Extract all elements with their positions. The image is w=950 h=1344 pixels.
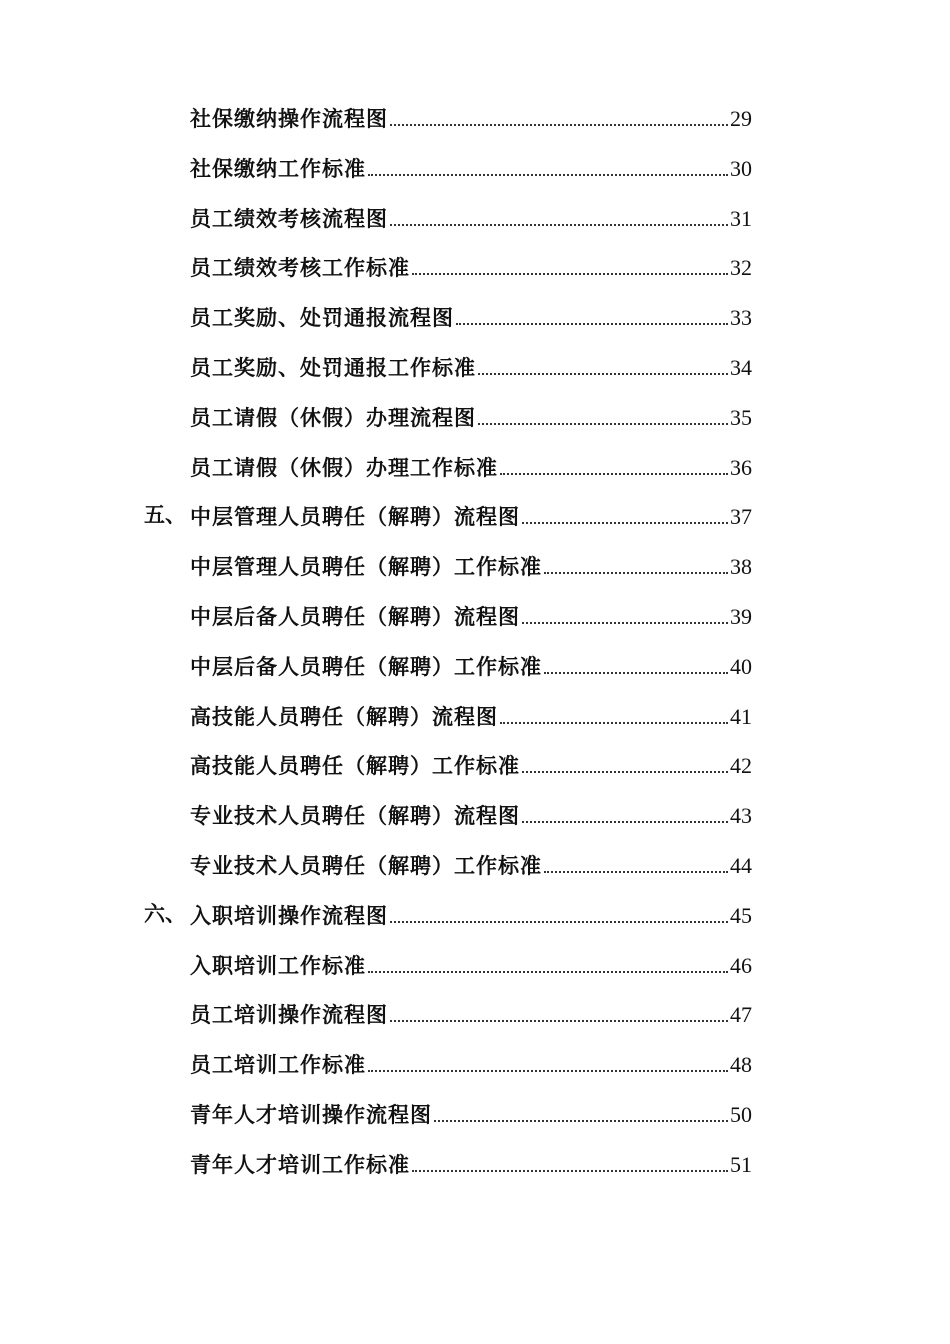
- toc-dot-leader: [544, 553, 728, 581]
- toc-entry-page: 30: [730, 155, 752, 181]
- toc-entry-title: 员工培训工作标准: [190, 1052, 366, 1078]
- toc-entry-page: 40: [730, 653, 752, 679]
- toc-dot-leader: [544, 852, 728, 880]
- toc-entry-page: 50: [730, 1101, 752, 1127]
- toc-entry-page: 34: [730, 354, 752, 380]
- toc-dot-leader: [500, 703, 728, 731]
- toc-entry[interactable]: [0, 1088, 950, 1138]
- toc-dot-leader: [522, 503, 728, 531]
- toc-entry-page: 44: [730, 852, 752, 878]
- table-of-contents: [0, 92, 950, 1188]
- toc-entry-page: 31: [730, 205, 752, 231]
- toc-entry-title: 中层后备人员聘任（解聘）工作标准: [190, 653, 542, 679]
- toc-entry-title: 入职培训操作流程图: [190, 902, 388, 928]
- toc-entry[interactable]: [0, 241, 950, 291]
- toc-entry-number: 六、: [144, 900, 186, 926]
- toc-entry-title: 入职培训工作标准: [190, 952, 366, 978]
- toc-dot-leader: [478, 354, 728, 382]
- toc-dot-leader: [412, 254, 728, 282]
- toc-entry-title: 员工培训操作流程图: [190, 1002, 388, 1028]
- toc-dot-leader: [478, 404, 728, 432]
- toc-entry-page: 51: [730, 1151, 752, 1177]
- toc-dot-leader: [522, 752, 728, 780]
- toc-entry-title: 员工奖励、处罚通报工作标准: [190, 354, 476, 380]
- toc-entry[interactable]: [0, 590, 950, 640]
- toc-entry-page: 41: [730, 703, 752, 729]
- toc-entry-page: 47: [730, 1002, 752, 1028]
- toc-dot-leader: [368, 155, 728, 183]
- toc-entry[interactable]: [0, 1038, 950, 1088]
- toc-dot-leader: [456, 304, 728, 332]
- toc-entry-title: 员工奖励、处罚通报流程图: [190, 305, 454, 331]
- toc-entry-title: 专业技术人员聘任（解聘）流程图: [190, 803, 520, 829]
- toc-entry[interactable]: [0, 391, 950, 441]
- toc-entry-page: 43: [730, 803, 752, 829]
- toc-entry[interactable]: [0, 341, 950, 391]
- toc-entry-page: 35: [730, 404, 752, 430]
- toc-entry[interactable]: [0, 690, 950, 740]
- toc-entry-title: 社保缴纳操作流程图: [190, 106, 388, 131]
- toc-entry-page: 46: [730, 952, 752, 978]
- toc-dot-leader: [412, 1151, 728, 1179]
- toc-dot-leader: [390, 105, 728, 133]
- toc-dot-leader: [390, 902, 728, 930]
- toc-entry-page: 36: [730, 454, 752, 480]
- toc-dot-leader: [544, 653, 728, 681]
- toc-entry-title: 高技能人员聘任（解聘）流程图: [190, 703, 498, 729]
- toc-entry-number: 五、: [144, 502, 186, 528]
- toc-entry[interactable]: [0, 889, 950, 939]
- toc-entry-page: 38: [730, 554, 752, 580]
- toc-dot-leader: [522, 802, 728, 830]
- toc-dot-leader: [390, 205, 728, 233]
- toc-dot-leader: [522, 603, 728, 631]
- toc-entry[interactable]: [0, 490, 950, 540]
- toc-entry-title: 青年人才培训工作标准: [190, 1151, 410, 1177]
- toc-entry-title: 员工绩效考核流程图: [190, 205, 388, 231]
- toc-entry[interactable]: [0, 789, 950, 839]
- toc-dot-leader: [368, 952, 728, 980]
- toc-entry[interactable]: [0, 540, 950, 590]
- toc-entry-title: 员工绩效考核工作标准: [190, 255, 410, 281]
- toc-dot-leader: [390, 1001, 728, 1029]
- toc-entry[interactable]: [0, 142, 950, 192]
- toc-dot-leader: [434, 1101, 728, 1129]
- toc-entry[interactable]: [0, 192, 950, 242]
- toc-entry[interactable]: [0, 291, 950, 341]
- toc-entry-page: 42: [730, 753, 752, 779]
- toc-entry-page: 33: [730, 305, 752, 331]
- toc-entry-title: 青年人才培训操作流程图: [190, 1101, 432, 1127]
- toc-dot-leader: [500, 454, 728, 482]
- toc-entry[interactable]: [0, 1138, 950, 1188]
- toc-entry-page: 39: [730, 603, 752, 629]
- toc-entry-title: 中层后备人员聘任（解聘）流程图: [190, 603, 520, 629]
- toc-entry-title: 高技能人员聘任（解聘）工作标准: [190, 753, 520, 779]
- toc-dot-leader: [368, 1051, 728, 1079]
- toc-entry-page: 29: [730, 106, 752, 131]
- toc-entry[interactable]: [0, 939, 950, 989]
- toc-entry[interactable]: [0, 988, 950, 1038]
- toc-entry[interactable]: [0, 739, 950, 789]
- toc-entry[interactable]: [0, 839, 950, 889]
- toc-entry-title: 中层管理人员聘任（解聘）工作标准: [190, 554, 542, 580]
- toc-entry-title: 中层管理人员聘任（解聘）流程图: [190, 504, 520, 530]
- toc-entry-title: 员工请假（休假）办理流程图: [190, 404, 476, 430]
- toc-entry-page: 48: [730, 1052, 752, 1078]
- toc-entry-title: 员工请假（休假）办理工作标准: [190, 454, 498, 480]
- toc-entry-page: 45: [730, 902, 752, 928]
- toc-entry-title: 社保缴纳工作标准: [190, 155, 366, 181]
- toc-entry[interactable]: [0, 441, 950, 491]
- toc-entry-page: 32: [730, 255, 752, 281]
- toc-entry-title: 专业技术人员聘任（解聘）工作标准: [190, 852, 542, 878]
- toc-entry[interactable]: [0, 640, 950, 690]
- toc-entry-page: 37: [730, 504, 752, 530]
- toc-entry[interactable]: [0, 92, 950, 142]
